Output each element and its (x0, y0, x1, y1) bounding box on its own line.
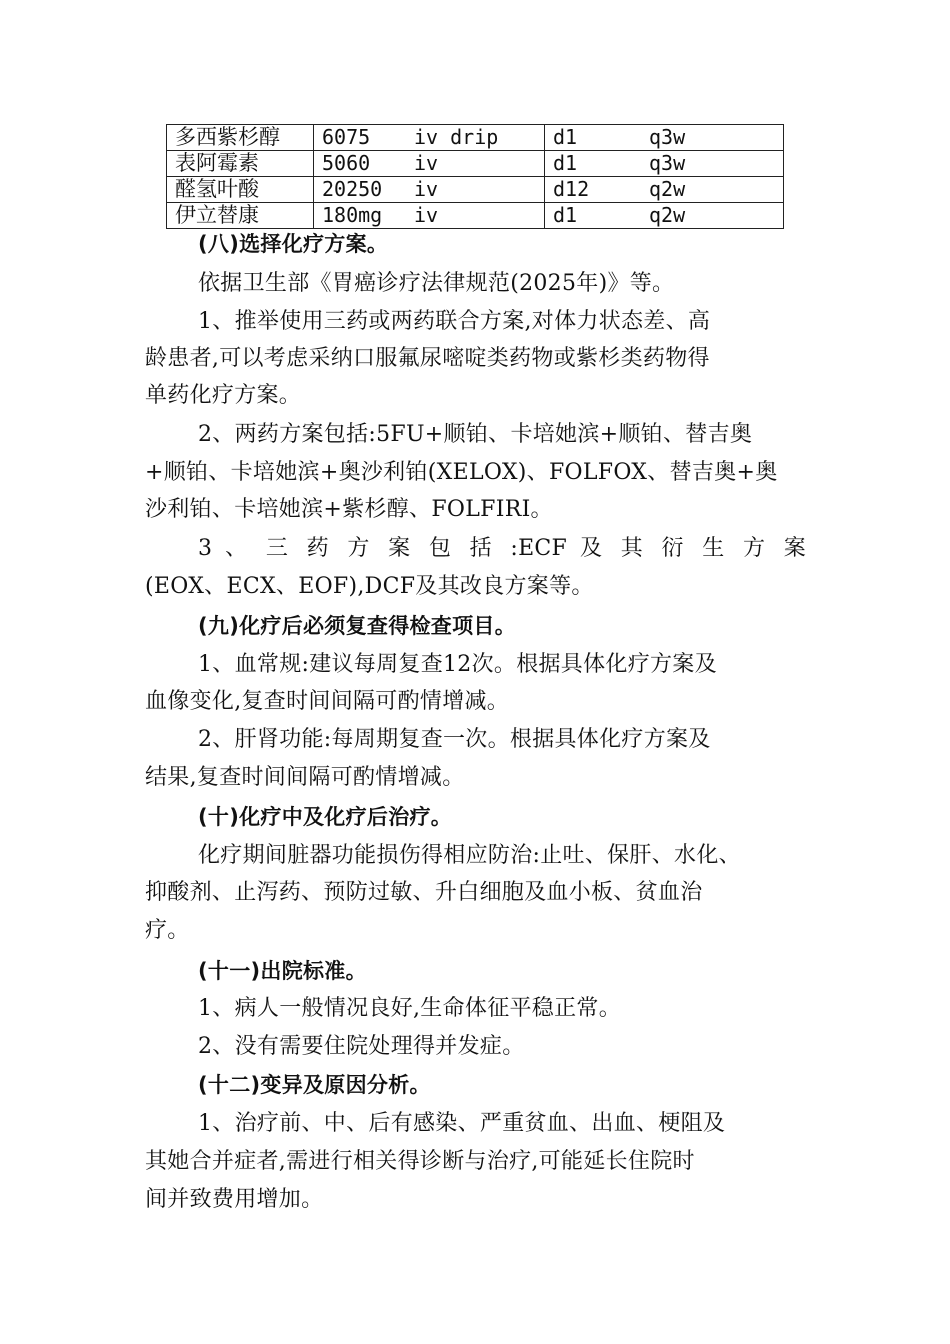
paragraph-line: +顺铂、卡培她滨+奥沙利铂(XELOX)、FOLFOX、替吉奥+奥 (145, 460, 778, 485)
paragraph-line: 其她合并症者,需进行相关得诊断与治疗,可能延长住院时 (145, 1149, 695, 1174)
schedule-cell (545, 177, 784, 203)
section-heading-10: (十)化疗中及化疗后治疗。 (198, 805, 453, 829)
paragraph-line: 龄患者,可以考虑采纳口服氟尿嘧啶类药物或紫杉类药物得 (145, 346, 710, 371)
paragraph-line: 化疗期间脏器功能损伤得相应防治:止吐、保肝、水化、 (198, 843, 741, 868)
dose-route-cell (314, 151, 545, 177)
cycle-value: q2w (649, 203, 686, 227)
schedule-cell (545, 151, 784, 177)
paragraph-line: 2、肝肾功能:每周期复查一次。根据具体化疗方案及 (198, 727, 711, 752)
table-row (167, 151, 784, 177)
drug-name-cell: 醛氢叶酸 (167, 177, 314, 203)
paragraph-line: (EOX、ECX、EOF),DCF及其改良方案等。 (145, 574, 594, 599)
paragraph-line: 间并致费用增加。 (145, 1187, 324, 1212)
dose-value: 20250 (322, 177, 383, 201)
dose-value: 5060 (322, 151, 371, 175)
paragraph-line: 1、推举使用三药或两药联合方案,对体力状态差、高 (198, 309, 711, 334)
paragraph-line: 沙利铂、卡培她滨+紫杉醇、FOLFIRI。 (145, 497, 553, 522)
dose-value: 6075 (322, 125, 371, 149)
paragraph-line: 1、治疗前、中、后有感染、严重贫血、出血、梗阻及 (198, 1111, 726, 1136)
paragraph-line: 单药化疗方案。 (145, 383, 302, 408)
dose-value: 180mg (322, 203, 383, 227)
route-value: iv (414, 151, 439, 175)
dose-route-cell (314, 177, 545, 203)
drug-name-cell: 多西紫杉醇 (167, 125, 314, 151)
paragraph-line: 2、两药方案包括:5FU+顺铂、卡培她滨+顺铂、替吉奥 (198, 422, 753, 447)
paragraph-line: 血像变化,复查时间间隔可酌情增减。 (145, 689, 510, 714)
section-heading-12: (十二)变异及原因分析。 (198, 1073, 431, 1097)
table-row (167, 125, 784, 151)
route-value: iv (414, 203, 439, 227)
section-heading-8: (八)选择化疗方案。 (198, 232, 389, 256)
table-row (167, 203, 784, 229)
paragraph-line: 依据卫生部《胃癌诊疗法律规范(2025年)》等。 (198, 271, 675, 296)
day-value: d12 (553, 177, 590, 201)
route-value: iv (414, 177, 439, 201)
cycle-value: q2w (649, 177, 686, 201)
drug-name-cell: 伊立替康 (167, 203, 314, 229)
paragraph-line: 疗。 (145, 918, 190, 943)
paragraph-line: 抑酸剂、止泻药、预防过敏、升白细胞及血小板、贫血治 (145, 880, 703, 905)
drug-regimen-table (166, 124, 784, 229)
dose-route-cell (314, 203, 545, 229)
dose-route-cell (314, 125, 545, 151)
schedule-cell (545, 125, 784, 151)
table-row (167, 177, 784, 203)
paragraph-line: 1、血常规:建议每周复查12次。根据具体化疗方案及 (198, 652, 717, 677)
route-value: iv drip (414, 125, 499, 149)
cycle-value: q3w (649, 125, 686, 149)
day-value: d1 (553, 151, 578, 175)
paragraph-line: 3 、 三 药 方 案 包 括 :ECF 及 其 衍 生 方 案 (198, 536, 806, 561)
day-value: d1 (553, 125, 578, 149)
paragraph-line: 2、没有需要住院处理得并发症。 (198, 1034, 525, 1059)
day-value: d1 (553, 203, 578, 227)
paragraph-line: 结果,复查时间间隔可酌情增减。 (145, 765, 465, 790)
section-heading-9: (九)化疗后必须复查得检查项目。 (198, 614, 516, 638)
section-heading-11: (十一)出院标准。 (198, 959, 367, 983)
drug-name-cell: 表阿霉素 (167, 151, 314, 177)
paragraph-line: 1、病人一般情况良好,生命体征平稳正常。 (198, 996, 621, 1021)
schedule-cell (545, 203, 784, 229)
cycle-value: q3w (649, 151, 686, 175)
